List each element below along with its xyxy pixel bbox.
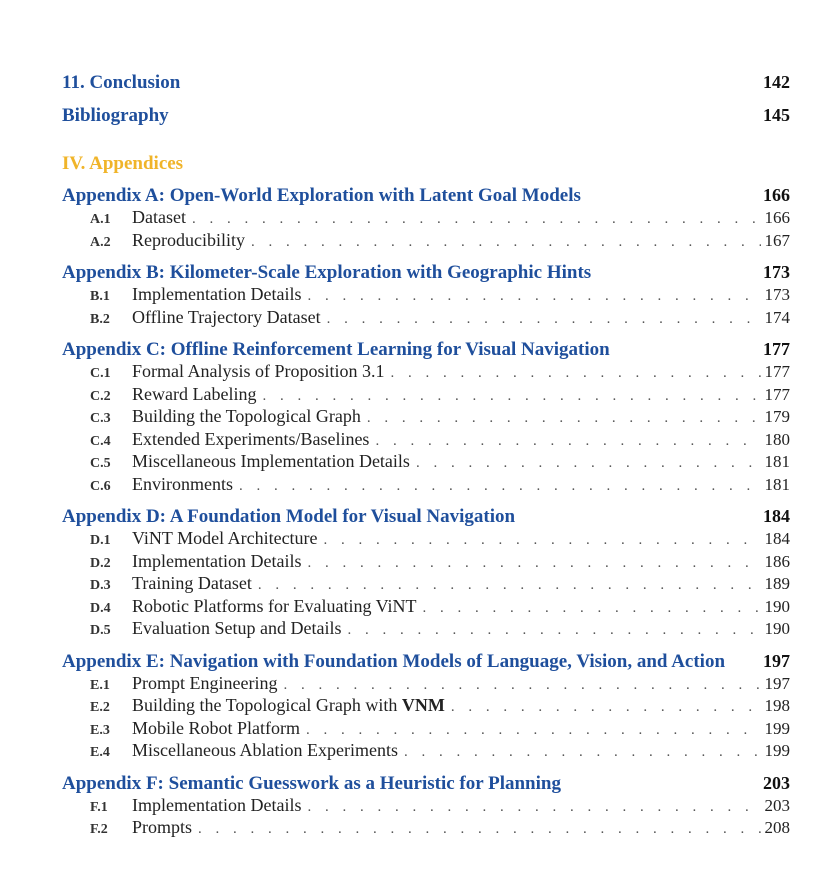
section-page: 179 — [764, 407, 790, 426]
toc-entry[interactable] — [62, 230, 790, 253]
section-title: Miscellaneous Ablation Experiments — [132, 740, 398, 760]
toc-entry[interactable] — [62, 795, 790, 818]
chapter-title: 11. Conclusion — [62, 72, 181, 93]
toc-appendix-b[interactable] — [62, 262, 790, 284]
leader-dots — [258, 577, 761, 594]
leader-dots — [262, 388, 760, 405]
leader-dots — [192, 211, 761, 228]
appendix-page: 203 — [763, 772, 790, 793]
leader-dots — [423, 600, 761, 617]
appendix-page: 166 — [763, 185, 790, 205]
section-number: C.6 — [90, 478, 111, 494]
section-page: 184 — [764, 529, 790, 548]
section-page: 190 — [764, 619, 790, 638]
toc-entry[interactable] — [62, 618, 790, 641]
section-number: D.4 — [90, 600, 111, 616]
section-title: Prompts — [132, 817, 193, 837]
leader-dots — [307, 288, 760, 305]
section-page: 199 — [764, 741, 790, 760]
leader-dots — [367, 410, 761, 427]
leader-dots — [198, 821, 760, 838]
section-number: B.1 — [90, 289, 110, 304]
section-page: 180 — [764, 429, 790, 449]
leader-dots — [283, 677, 760, 694]
toc-entry[interactable] — [62, 551, 790, 574]
toc-appendix-c[interactable] — [62, 339, 790, 361]
section-title: Mobile Robot Platform — [132, 717, 300, 738]
section-title: Formal Analysis of Proposition 3.1 — [132, 361, 385, 381]
section-number: E.2 — [90, 700, 110, 715]
section-number: E.1 — [90, 677, 110, 693]
table-of-contents — [62, 72, 790, 840]
section-page: 203 — [764, 795, 790, 815]
section-title: Miscellaneous Implementation Details — [132, 451, 410, 471]
toc-chapter-bibliography[interactable] — [62, 105, 790, 127]
section-page: 166 — [764, 208, 790, 227]
section-number: C.4 — [90, 433, 111, 449]
part-heading: IV. Appendices — [62, 153, 184, 174]
appendix-page: 184 — [763, 506, 790, 526]
toc-appendix-e[interactable] — [62, 651, 790, 673]
toc-entry[interactable] — [62, 474, 790, 497]
section-title: Reproducibility — [132, 229, 245, 250]
toc-entry[interactable] — [62, 718, 790, 741]
toc-entry[interactable] — [62, 695, 790, 718]
section-page: 197 — [764, 673, 790, 693]
toc-entry[interactable] — [62, 528, 790, 551]
leader-dots — [375, 433, 760, 450]
section-number: F.1 — [90, 799, 108, 815]
section-title: Training Dataset — [132, 573, 252, 593]
section-title: Building the Topological Graph with VNM — [132, 695, 445, 715]
section-number: C.3 — [90, 411, 111, 426]
section-title: Offline Trajectory Dataset — [132, 306, 321, 327]
toc-entry[interactable] — [62, 284, 790, 307]
toc-entry[interactable] — [62, 207, 790, 230]
section-number: F.2 — [90, 822, 108, 837]
toc-entry[interactable] — [62, 573, 790, 596]
section-title: Implementation Details — [132, 550, 302, 571]
section-number: D.3 — [90, 578, 111, 593]
section-page: 181 — [764, 452, 790, 471]
toc-appendix-d[interactable] — [62, 506, 790, 528]
chapter-page: 142 — [763, 72, 790, 92]
appendix-page: 177 — [763, 339, 790, 359]
section-page: 199 — [764, 718, 790, 738]
section-title: Reward Labeling — [132, 383, 257, 404]
appendix-title: Appendix F: Semantic Guesswork as a Heuristic for Planning — [62, 772, 561, 794]
toc-appendix-f[interactable] — [62, 773, 790, 795]
section-page: 208 — [764, 818, 790, 837]
toc-entry[interactable] — [62, 817, 790, 840]
section-number: C.2 — [90, 388, 111, 404]
section-number: E.3 — [90, 722, 110, 738]
section-number: B.2 — [90, 311, 110, 327]
section-title: Building the Topological Graph — [132, 406, 361, 426]
section-page: 177 — [764, 384, 790, 404]
section-page: 189 — [764, 574, 790, 593]
section-title: Evaluation Setup and Details — [132, 618, 342, 638]
appendix-page: 197 — [763, 650, 790, 671]
leader-dots — [391, 365, 761, 382]
leader-dots — [251, 234, 761, 251]
section-page: 177 — [764, 362, 790, 381]
toc-entry[interactable] — [62, 740, 790, 763]
toc-entry[interactable] — [62, 451, 790, 474]
section-page: 181 — [764, 474, 790, 494]
toc-entry[interactable] — [62, 384, 790, 407]
leader-dots — [324, 532, 761, 549]
section-title: Environments — [132, 473, 233, 494]
chapter-page: 145 — [763, 105, 790, 125]
toc-entry[interactable] — [62, 429, 790, 452]
appendix-title: Appendix A: Open-World Exploration with Latent Goal Models — [62, 185, 581, 206]
appendix-title: Appendix C: Offline Reinforcement Learning for Visual Navigation — [62, 339, 610, 360]
section-title: Dataset — [132, 207, 186, 227]
toc-entry[interactable] — [62, 406, 790, 429]
toc-entry[interactable] — [62, 673, 790, 696]
section-page: 167 — [764, 230, 790, 250]
section-title: Prompt Engineering — [132, 672, 278, 693]
section-title: Robotic Platforms for Evaluating ViNT — [132, 595, 417, 616]
section-number: A.2 — [90, 234, 111, 250]
leader-dots — [239, 478, 761, 495]
leader-dots — [306, 722, 761, 739]
toc-entry[interactable] — [62, 596, 790, 619]
section-number: D.2 — [90, 555, 111, 571]
appendix-title: Appendix D: A Foundation Model for Visual Navigation — [62, 506, 516, 527]
leader-dots — [327, 311, 761, 328]
appendix-page: 173 — [763, 262, 790, 282]
section-title: ViNT Model Architecture — [132, 528, 318, 548]
section-page: 190 — [764, 596, 790, 616]
appendix-title: Appendix B: Kilometer-Scale Exploration with Geographic Hints — [62, 262, 592, 283]
toc-chapter-conclusion[interactable] — [62, 72, 790, 94]
section-title: Implementation Details — [132, 284, 302, 304]
section-number: E.4 — [90, 745, 110, 760]
toc-appendix-a[interactable] — [62, 185, 790, 207]
leader-dots — [404, 744, 761, 761]
section-title-bold: VNM — [401, 695, 445, 715]
leader-dots — [347, 622, 760, 639]
chapter-title: Bibliography — [62, 105, 169, 126]
section-title: Implementation Details — [132, 794, 302, 815]
toc-entry[interactable] — [62, 361, 790, 384]
toc-entry[interactable] — [62, 307, 790, 330]
section-number: D.1 — [90, 533, 111, 548]
leader-dots — [307, 799, 760, 816]
leader-dots — [451, 699, 761, 716]
section-page: 198 — [764, 696, 790, 715]
section-page: 174 — [764, 307, 790, 327]
section-page: 173 — [764, 285, 790, 304]
leader-dots — [307, 555, 760, 572]
section-number: C.1 — [90, 366, 111, 381]
section-number: A.1 — [90, 212, 111, 227]
section-title: Extended Experiments/Baselines — [132, 428, 370, 449]
leader-dots — [416, 455, 761, 472]
section-page: 186 — [764, 551, 790, 571]
appendix-title: Appendix E: Navigation with Foundation Models of Language, Vision, and Action — [62, 650, 726, 672]
section-number: C.5 — [90, 456, 111, 471]
section-number: D.5 — [90, 623, 111, 638]
